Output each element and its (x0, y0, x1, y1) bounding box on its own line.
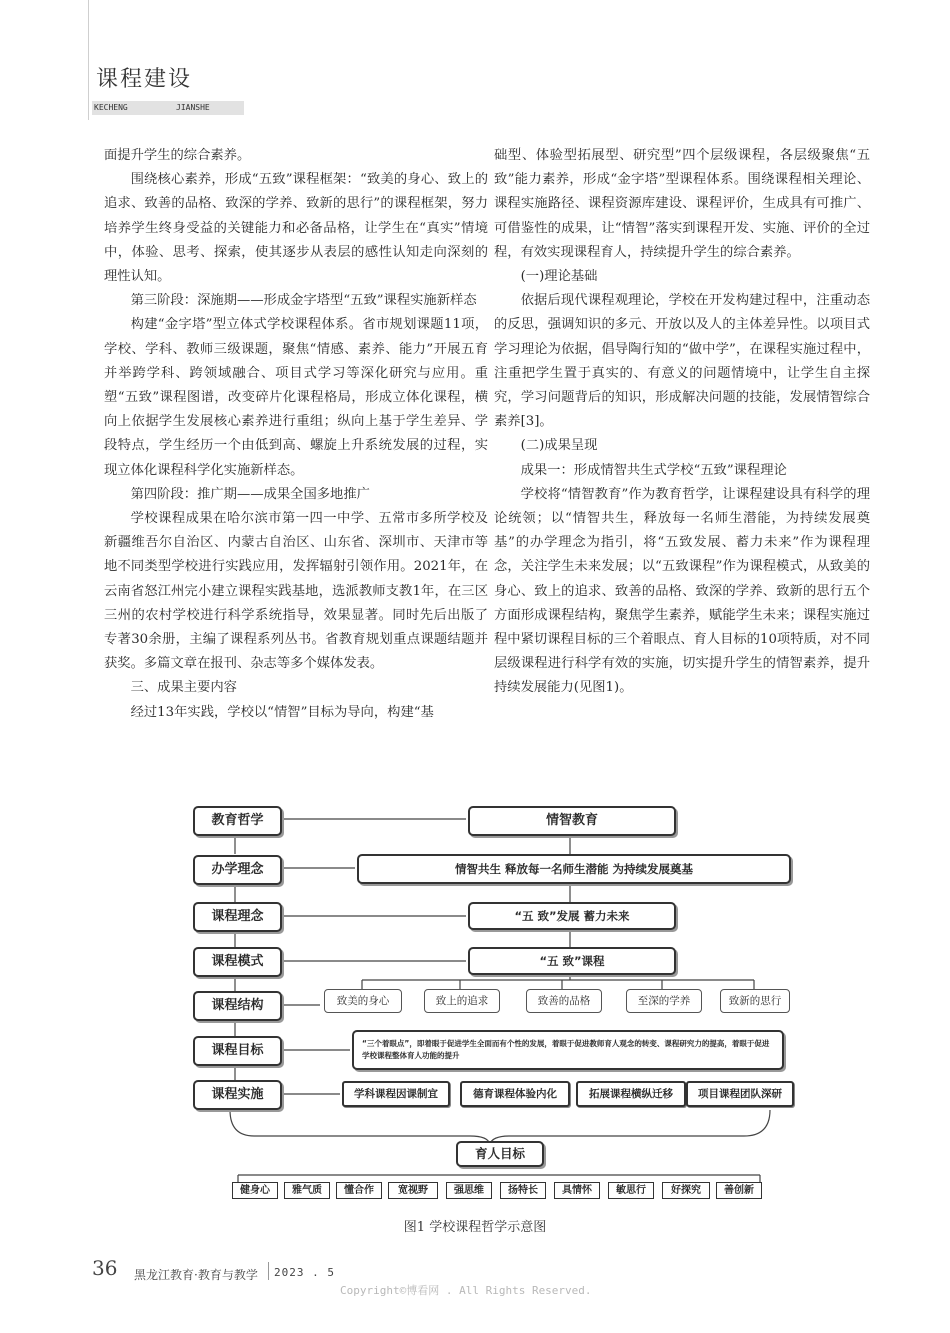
label-education-philosophy: 教育哲学 (193, 806, 282, 836)
copyright-watermark: Copyright©博看网 . All Rights Reserved. (340, 1284, 592, 1297)
heading: 三、成果主要内容 (130, 680, 237, 696)
figure-caption: 图1 学校课程哲学示意图 (403, 1220, 547, 1235)
subheading: (一)理论基础 (520, 269, 598, 285)
paragraph: 围绕核心素养，形成“五致”课程框架：“致美的身心、致上的追求、致善的品格、致深的学养、致新的思行”的课程框架，努力培养学生终身受益的关键能力和必备品格，让学生在“真实”情境中，体验、思考、探索，使其逐步从表层的感性认知走向深刻的理性认知。 (104, 172, 488, 285)
subheading: 第三阶段：深施期——形成金字塔型“五致”课程实施新样态 (130, 293, 477, 309)
section-title: 课程建设 (96, 67, 193, 92)
implementation-item: 项目课程团队深研 (686, 1081, 794, 1107)
left-column (104, 144, 488, 725)
issue-number: 2023 . 5 (274, 1266, 335, 1279)
school-idea-box: 情智共生 释放每一名师生潜能 为持续发展奠基 (357, 854, 791, 884)
goal-item: 善创新 (716, 1182, 762, 1199)
right-column (494, 144, 870, 701)
journal-name: 黑龙江教育·教育与教学 (134, 1268, 258, 1282)
paragraph: 依据后现代课程观理论，学校在开发构建过程中，注重动态的反思，强调知识的多元、开放以及人的主体差异性。以项目式学习理论为依据，倡导陶行知的“做中学”，在课程实施过程中，注重把学生置于真实的、有意义的问题情境中，让学生自主探究，学习问题背后的知识，形成解决问题的技能，发展情智综合素养[3]。 (494, 293, 870, 430)
philosophy-box: 情智教育 (468, 806, 676, 836)
section-subtitle (92, 101, 244, 115)
subheading: 第四阶段：推广期——成果全国多地推广 (130, 486, 370, 502)
paragraph: 经过13年实践，学校以“情智”目标为导向，构建“基 (130, 704, 434, 720)
course-mode-box: “五 致”课程 (468, 947, 676, 975)
label-school-idea: 办学理念 (193, 855, 282, 885)
goal-item: 宽视野 (388, 1182, 438, 1199)
goal-item: 扬特长 (500, 1182, 546, 1199)
goal-item: 懂合作 (336, 1182, 382, 1199)
goal-item: 雅气质 (284, 1182, 330, 1199)
paragraph: 础型、体验型拓展型、研究型”四个层级课程，各层级聚焦“五致”能力素养，形成“金字塔”型课程体系。围绕课程相关理论、课程实施路径、课程资源库建设、课程评价，生成具有可推广、可借鉴性的成果，让“情智”落实到课程开发、实施、评价的全过程，有效实现课程育人，持续提升学生的综合素养。 (494, 148, 870, 260)
structure-item: 致上的追求 (424, 989, 500, 1013)
goal-item: 好探究 (662, 1182, 710, 1199)
subheading: 成果一：形成情智共生式学校“五致”课程理论 (520, 462, 787, 478)
subheading: (二)成果呈现 (520, 438, 598, 454)
goal-item: 强思维 (446, 1182, 492, 1199)
course-idea-box: “五 致”发展 蓄力未来 (468, 902, 676, 930)
page-number: 36 (92, 1256, 118, 1280)
goal-item: 敏思行 (608, 1182, 654, 1199)
footer-divider (268, 1262, 269, 1280)
figure-diagram (190, 800, 792, 1205)
subtitle-left: KECHENG (94, 103, 128, 112)
paragraph: 构建“金字塔”型立体式学校课程体系。省市规划课题11项，学校、学科、教师三级课题，聚焦“情感、素养、能力”开展五育并举跨学科、跨领域融合、项目式学习等深化研究与应用。重塑“五致”课程图谱，改变碎片化课程格局，形成立体化课程，横向上依据学生发展核心素养进行重组；纵向上基于学生差异、学段特点，学生经历一个由低到高、螺旋上升系统发展的过程，实现立体化课程科学化实施新样态。 (104, 317, 488, 478)
label-course-structure: 课程结构 (193, 991, 282, 1021)
paragraph: 学校将“情智教育”作为教育哲学，让课程建设具有科学的理论统领；以“情智共生，释放每一名师生潜能，为持续发展奠基”的办学理念为指引，将“五致发展、蓄力未来”作为课程理念，关注学生未来发展；以“五致课程”作为课程模式，从致美的身心、致上的追求、致善的品格、致深的学养、致新的思行五个方面形成课程结构，聚焦学生素养，赋能学生未来；课程实施过程中紧切课程目标的三个着眼点、育人目标的10项特质，对不同层级课程进行科学有效的实施，切实提升学生的情智素养，提升持续发展能力(见图1)。 (494, 486, 870, 696)
paragraph: 面提升学生的综合素养。 (104, 148, 251, 163)
structure-item: 致新的思行 (720, 989, 790, 1013)
structure-item: 致美的身心 (324, 989, 402, 1013)
paragraph: 学校课程成果在哈尔滨市第一四一中学、五常市多所学校及新疆维吾尔自治区、内蒙古自治区、山东省、深圳市、天津市等地不同类型学校进行实践应用，发挥辐射引领作用。2021年，在云南省怒江州完小建立课程实践基地，选派教师支教1年，在三区三州的农村学校进行科学系统指导，效果显著。同时先后出版了专著30余册，主编了课程系列丛书。省教育规划重点课题结题并获奖。多篇文章在报刊、杂志等多个媒体发表。 (104, 511, 488, 672)
subtitle-right: JIANSHE (176, 103, 210, 112)
structure-item: 至深的学养 (626, 989, 702, 1013)
goal-item: 健身心 (232, 1182, 278, 1199)
structure-item: 致善的品格 (526, 989, 602, 1013)
header-rule (88, 0, 89, 120)
label-course-implementation: 课程实施 (193, 1080, 282, 1110)
label-course-goal: 课程目标 (193, 1036, 282, 1066)
label-course-mode: 课程模式 (193, 947, 282, 977)
label-course-idea: 课程理念 (193, 902, 282, 932)
implementation-item: 德育课程体验内化 (460, 1081, 570, 1107)
implementation-item: 学科课程因课制宜 (342, 1081, 450, 1107)
goal-item: 具情怀 (554, 1182, 600, 1199)
education-goal-box: 育人目标 (456, 1141, 544, 1167)
implementation-item: 拓展课程横纵迁移 (576, 1081, 686, 1107)
course-goal-box: “三个着眼点”，即着眼于促进学生全面而有个性的发展，着眼于促进教师育人观念的转变、课程研究力的提高，着眼于促进学校课程整体育人功能的提升 (352, 1030, 784, 1070)
